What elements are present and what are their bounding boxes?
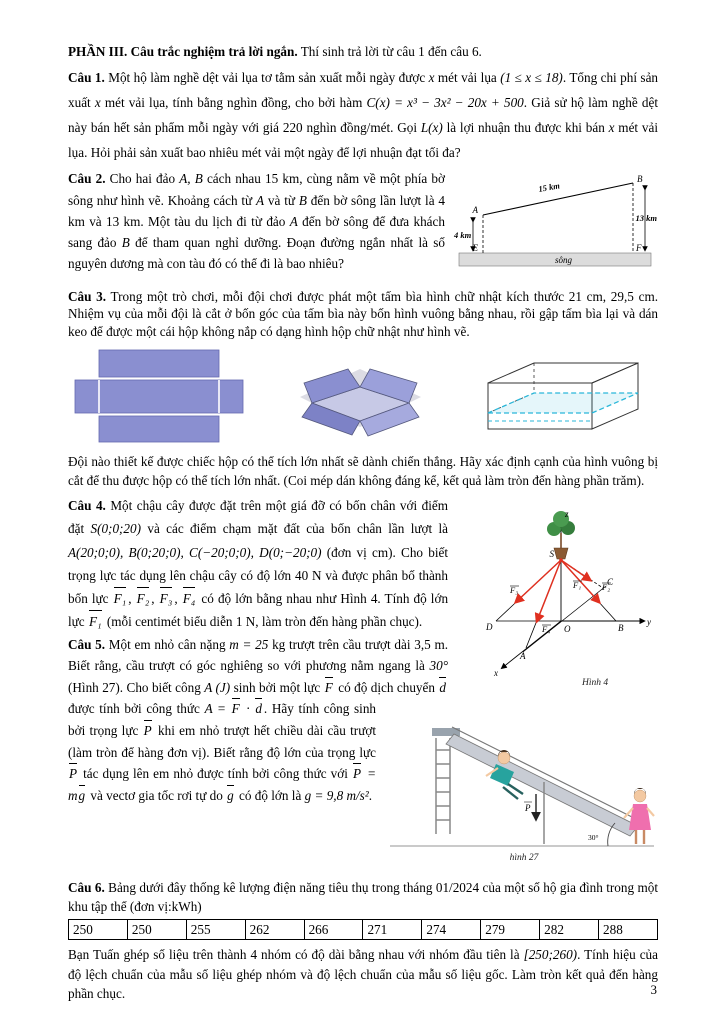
point-o-label: O (564, 624, 571, 635)
point-d-label: D (486, 622, 493, 633)
table-cell: 271 (363, 920, 422, 940)
river-diagram-svg (453, 171, 658, 279)
table-row (69, 920, 658, 940)
standing-child-head (634, 790, 646, 802)
table-cell: 255 (186, 920, 245, 940)
consumption-table (68, 919, 658, 940)
question-3-continued: Đội nào thiết kế được chiếc hộp có thể tích lớn nhất sẽ dành chiến thắng. Hãy xác định cạnh của hình vuông bị cắt để thu được hộp có thể tích lớn nhất. (Coi mép dán không đáng kể, kết quả làm tròn đến hàng phần trăm). (68, 453, 658, 488)
river-diagram (453, 171, 658, 285)
table-cell: 266 (304, 920, 363, 940)
question-2-text: Câu 2. Cho hai đảo A, B cách nhau 15 km, cùng nằm về một phía bờ sông như hình vẽ. Khoảng cách từ A và từ B đến bờ sông lần lượt là 4 km và 13 km. Một tàu du lịch đi từ đảo A đến bờ sông để đưa khách sang đảo B để tham quan nghỉ dưỡng. Đoạn đường ngắn nhất là số nguyên dương mà con tàu đó có thể đi là bao nhiêu? (68, 171, 445, 271)
dim-15km: 15 km (537, 180, 561, 195)
x-axis (502, 621, 561, 668)
figure-27-caption: hình 27 (509, 853, 539, 864)
box-with-water-image (476, 353, 652, 439)
point-a-label: A (472, 205, 478, 216)
question-5-text-b: lực F có độ dịch chuyển d được tính bởi công thức A = F · d . Hãy tính công sinh bởi trọng lực P khi em nhỏ trượt hết chiều dài cầu trượt (làm tròn để hàng đơn vị). Biết rằng độ lớn của trọng lực P tác dụng lên em nhỏ được tính bởi công thức với P = mg và vectơ gia tốc rơi tự do g có độ lớn là g = 9,8 m/s². (68, 680, 448, 803)
question-1: Câu 1. Một hộ làm nghề dệt vải lụa tơ tằm sản xuất mỗi ngày được x mét vải lụa (1 ≤ x ≤ 18). Tổng chi phí sản xuất x mét vải lụa, tính bằng nghìn đồng, cho bởi hàm C(x) = x³ − 3x² − 20x + 500. Giả sử hộ làm nghề dệt này bán hết sản phẩm mỗi ngày với giá 220 nghìn đồng/mét. Gọi L(x) là lợi nhuận thu được khi bán x mét vải lụa. Hỏi phải sản xuất bao nhiêu mét vải một ngày để lợi nhuận đạt tối đa? (68, 70, 659, 160)
point-c-label: C (607, 577, 614, 588)
figure-4-caption: Hình 4 (582, 678, 609, 689)
plant-pot (554, 548, 568, 559)
axis-x-label: x (494, 668, 498, 679)
axis-y-label: y (647, 617, 651, 628)
weight-label: P (525, 803, 531, 814)
axis-z-label: z (565, 509, 569, 520)
stand-coordinate-figure (458, 496, 658, 692)
point-f-label: F (636, 243, 642, 254)
question-2 (68, 168, 658, 274)
question-4: Câu 4. Một chậu cây được đặt trên một giá đỡ có bốn chân với điểm đặt S(0;0;20) và các điểm chạm mặt đất của bốn chân lần lượt là A(20;0;0), B(0;20;0), C(−20;0;0), D(0;−20;0) (đơn vị cm). Cho biết trọng lực tác dụng lên chậu cây có độ lớn 40 N và được phân bố thành bốn lực F₁ , F₂ , F₃ , F₄ có độ lớn bằng nhau như Hình 4. Tính độ lớn lực F₁ (mỗi centimét biểu diễn 1 N, làm tròn đến hàng phần chục). (68, 494, 658, 633)
table-cell: 250 (127, 920, 186, 940)
net-middle-band (75, 380, 243, 413)
slide-illustration-svg (386, 702, 658, 864)
angle-label: 30° (588, 833, 599, 843)
question-6-continued: Bạn Tuấn ghép số liệu trên thành 4 nhóm có độ dài bằng nhau với nhóm đầu tiên là [250;260). Tính hiệu của độ lệch chuẩn của mẫu số liệu ghép nhóm và độ lệch chuẩn của mẫu số liệu gốc. Làm tròn kết quả đến hàng phần chục. (68, 947, 658, 1002)
slide-surface (446, 734, 638, 836)
river-label: sông (555, 255, 573, 266)
net-top-flap (99, 350, 219, 377)
table-cell: 250 (69, 920, 128, 940)
question-3: Câu 3. Trong một trò chơi, mỗi đội chơi được phát một tấm bìa hình chữ nhật kích thước 21 cm, 29,5 cm. Nhiệm vụ của mỗi đội là cắt ở bốn góc của tấm bìa này bốn hình vuông bằng nhau, rồi gập tấm bìa lại và dán keo để được một cái hộp không nắp có dạng hình hộp chữ nhật như hình vẽ. (68, 288, 658, 339)
box-folding-image (298, 355, 423, 437)
point-b-label: B (618, 623, 624, 634)
force-f3-label: F₃ (510, 585, 519, 596)
point-e-label: E (472, 243, 478, 254)
point-s-label: S (549, 549, 554, 560)
page-number: 3 (650, 982, 657, 997)
box-net-image (74, 349, 244, 443)
stand-coordinate-svg (458, 496, 658, 688)
question-6: Câu 6. Bảng dưới đây thống kê lượng điện năng tiêu thụ trong tháng 01/2024 của một số hộ gia đình trong một khu tập thể (đơn vị:kWh) (68, 880, 658, 914)
point-b-label: B (637, 174, 643, 185)
force-f4-label: F₄ (542, 624, 551, 635)
table-cell: 274 (422, 920, 481, 940)
point-s-dot (559, 558, 563, 562)
net-bottom-flap (99, 416, 219, 442)
force-f2-label: F₂ (602, 582, 611, 593)
slide-illustration (386, 702, 658, 871)
force-f3-arrow (516, 560, 561, 602)
point-a-label: A (520, 651, 526, 662)
dim-4km: 4 km (454, 230, 472, 241)
question-6-block (68, 879, 658, 1004)
dim-13km: 13 km (635, 213, 657, 224)
question-3-images (74, 349, 652, 443)
sliding-child-head (498, 752, 510, 764)
table-cell: 282 (540, 920, 599, 940)
force-f4-arrow (537, 560, 561, 621)
table-cell: 279 (481, 920, 540, 940)
questions-4-5-block (68, 494, 658, 875)
water-surface (488, 393, 638, 413)
table-cell: 262 (245, 920, 304, 940)
section-heading: PHẦN III. Câu trắc nghiệm trả lời ngắn. Thí sinh trả lời từ câu 1 đến câu 6. (68, 44, 482, 59)
question-5-text-a: Câu 5. Một em nhỏ cân nặng m = 25 kg trượt trên cầu trượt dài 3,5 m. Biết rằng, cầu trượt có góc nghiêng so với phương nằm ngang là 30° (Hình 27). Cho biết công A (J) sinh bởi một (68, 636, 448, 695)
table-cell: 288 (599, 920, 658, 940)
force-f1-label: F₁ (573, 580, 582, 591)
